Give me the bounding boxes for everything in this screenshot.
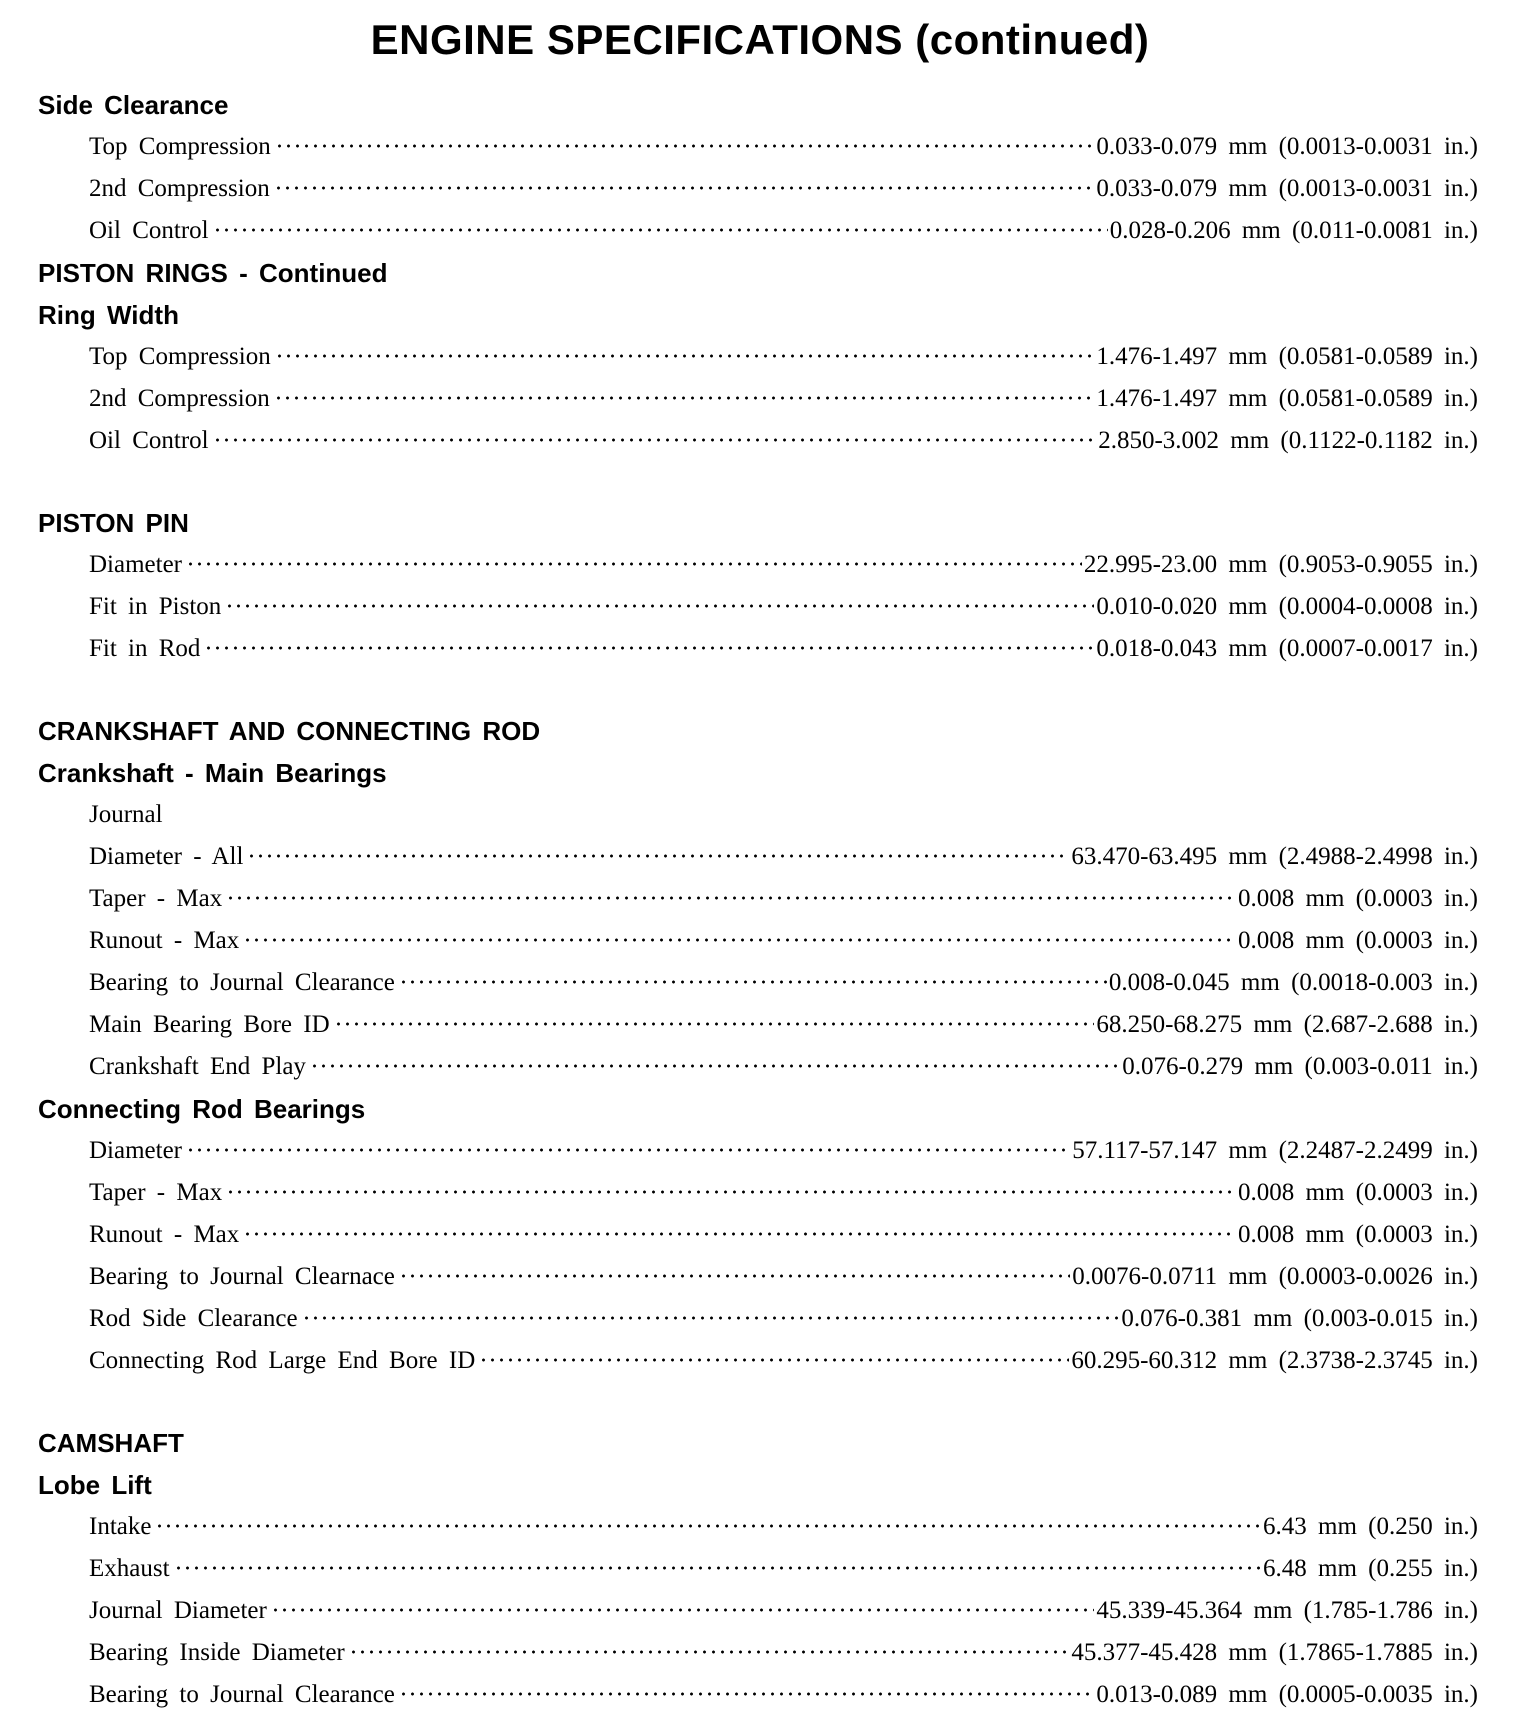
section-heading-side-clearance: Side Clearance — [38, 90, 229, 120]
spec-row — [38, 378, 1478, 420]
spec-row — [38, 1590, 1478, 1632]
spec-label: Main Bearing Bore ID — [89, 1011, 330, 1038]
spec-value: 22.995-23.00 mm (0.9053-0.9055 in.) — [1083, 551, 1478, 578]
section-heading-piston-rings: PISTON RINGS - Continued — [38, 258, 388, 288]
spec-label: Rod Side Clearance — [89, 1305, 298, 1332]
dot-leader — [334, 1022, 1095, 1026]
spec-value: 57.117-57.147 mm (2.2487-2.2499 in.) — [1072, 1137, 1478, 1164]
spec-label: Runout - Max — [89, 927, 240, 954]
spec-row — [38, 336, 1478, 378]
spec-value: 0.076-0.381 mm (0.003-0.015 in.) — [1121, 1305, 1478, 1332]
spec-row — [38, 1548, 1478, 1590]
spec-content — [38, 84, 1478, 1716]
section-heading-crankshaft: CRANKSHAFT AND CONNECTING ROD — [38, 716, 541, 746]
spec-value: 68.250-68.275 mm (2.687-2.688 in.) — [1096, 1011, 1478, 1038]
dot-leader — [186, 562, 1082, 566]
spec-row — [38, 586, 1478, 628]
dot-leader — [174, 1566, 1261, 1570]
dot-leader — [310, 1064, 1120, 1068]
spec-row — [38, 210, 1478, 252]
spec-label: Oil Control — [89, 427, 209, 454]
spec-value: 1.476-1.497 mm (0.0581-0.0589 in.) — [1096, 385, 1478, 412]
dot-leader — [275, 354, 1095, 358]
spec-value: 0.028-0.206 mm (0.011-0.0081 in.) — [1109, 217, 1478, 244]
spec-label: Runout - Max — [89, 1221, 240, 1248]
spec-row — [38, 420, 1478, 462]
spec-row — [38, 1340, 1478, 1382]
dot-leader — [247, 854, 1069, 858]
spec-value: 45.339-45.364 mm (1.785-1.786 in.) — [1096, 1597, 1478, 1624]
subsection-heading-main-bearings: Crankshaft - Main Bearings — [38, 758, 387, 788]
spec-label: Connecting Rod Large End Bore ID — [89, 1347, 476, 1374]
dot-leader — [399, 1274, 1070, 1278]
spec-row — [38, 962, 1478, 1004]
spec-value: 0.008 mm (0.0003 in.) — [1238, 885, 1478, 912]
spec-label: Top Compression — [89, 343, 271, 370]
dot-leader — [243, 1232, 1236, 1236]
spec-value: 0.010-0.020 mm (0.0004-0.0008 in.) — [1096, 593, 1478, 620]
spec-value: 6.43 mm (0.250 in.) — [1263, 1513, 1478, 1540]
spec-label: Fit in Rod — [89, 635, 201, 662]
dot-leader — [243, 938, 1236, 942]
spec-label: Taper - Max — [89, 1179, 223, 1206]
section-heading-connecting-rod-bearings: Connecting Rod Bearings — [38, 1094, 366, 1124]
spec-row — [38, 920, 1478, 962]
spec-label: Diameter — [89, 551, 183, 578]
subsection-heading-lobe-lift: Lobe Lift — [38, 1470, 152, 1500]
spec-value: 63.470-63.495 mm (2.4988-2.4998 in.) — [1071, 843, 1478, 870]
dot-leader — [226, 896, 1236, 900]
spec-label: Bearing to Journal Clearance — [89, 1681, 395, 1708]
dot-leader — [274, 186, 1095, 190]
spec-label: Diameter — [89, 1137, 183, 1164]
spec-value: 0.008 mm (0.0003 in.) — [1238, 927, 1478, 954]
dot-leader — [226, 1190, 1236, 1194]
section-spacer — [38, 1382, 1478, 1422]
spec-row — [38, 1298, 1478, 1340]
spec-value: 0.008 mm (0.0003 in.) — [1238, 1179, 1478, 1206]
spec-row — [38, 126, 1478, 168]
section-heading-piston-pin: PISTON PIN — [38, 508, 189, 538]
dot-leader — [204, 646, 1094, 650]
spec-label: Top Compression — [89, 133, 271, 160]
spec-label: Oil Control — [89, 217, 209, 244]
spec-value: 45.377-45.428 mm (1.7865-1.7885 in.) — [1071, 1639, 1478, 1666]
dot-leader — [225, 604, 1094, 608]
spec-label: 2nd Compression — [89, 385, 270, 412]
spec-value: 2.850-3.002 mm (0.1122-0.1182 in.) — [1098, 427, 1478, 454]
spec-value: 1.476-1.497 mm (0.0581-0.0589 in.) — [1096, 343, 1478, 370]
spec-value: 6.48 mm (0.255 in.) — [1263, 1555, 1478, 1582]
dot-leader — [155, 1524, 1261, 1528]
section-heading-camshaft: CAMSHAFT — [38, 1428, 184, 1458]
spec-row — [38, 1046, 1478, 1088]
spec-value: 0.0076-0.0711 mm (0.0003-0.0026 in.) — [1072, 1263, 1478, 1290]
spec-label: Bearing to Journal Clearnace — [89, 1263, 395, 1290]
spec-row — [38, 1004, 1478, 1046]
dot-leader — [213, 228, 1108, 232]
subsection-heading-ring-width: Ring Width — [38, 300, 179, 330]
dot-leader — [302, 1316, 1120, 1320]
spec-label: 2nd Compression — [89, 175, 270, 202]
section-spacer — [38, 670, 1478, 710]
dot-leader — [271, 1608, 1095, 1612]
spec-row — [38, 1506, 1478, 1548]
spec-row — [38, 168, 1478, 210]
page-title: ENGINE SPECIFICATIONS (continued) — [370, 16, 1150, 63]
spec-note-journal: Journal — [89, 801, 163, 828]
spec-label: Exhaust — [89, 1555, 170, 1582]
spec-value: 60.295-60.312 mm (2.3738-2.3745 in.) — [1071, 1347, 1478, 1374]
dot-leader — [275, 144, 1095, 148]
spec-label: Crankshaft End Play — [89, 1053, 306, 1080]
spec-value: 0.033-0.079 mm (0.0013-0.0031 in.) — [1096, 175, 1478, 202]
dot-leader — [274, 396, 1095, 400]
spec-row — [38, 1130, 1478, 1172]
spec-value: 0.018-0.043 mm (0.0007-0.0017 in.) — [1096, 635, 1478, 662]
spec-label: Journal Diameter — [89, 1597, 267, 1624]
spec-value: 0.008-0.045 mm (0.0018-0.003 in.) — [1108, 969, 1478, 996]
spec-row — [38, 878, 1478, 920]
dot-leader — [186, 1148, 1070, 1152]
spec-label: Fit in Piston — [89, 593, 222, 620]
spec-row — [38, 1214, 1478, 1256]
dot-leader — [213, 438, 1097, 442]
spec-row — [38, 1674, 1478, 1716]
spec-value: 0.033-0.079 mm (0.0013-0.0031 in.) — [1096, 133, 1478, 160]
spec-label: Intake — [89, 1513, 152, 1540]
spec-value: 0.008 mm (0.0003 in.) — [1238, 1221, 1478, 1248]
spec-value: 0.076-0.279 mm (0.003-0.011 in.) — [1122, 1053, 1478, 1080]
spec-label: Bearing to Journal Clearance — [89, 969, 395, 996]
spec-row — [38, 836, 1478, 878]
spec-row — [38, 1256, 1478, 1298]
dot-leader — [399, 980, 1107, 984]
dot-leader — [479, 1358, 1069, 1362]
spec-row — [38, 628, 1478, 670]
spec-label: Diameter - All — [89, 843, 244, 870]
spec-row — [38, 1172, 1478, 1214]
section-spacer — [38, 462, 1478, 502]
spec-row — [38, 544, 1478, 586]
spec-value: 0.013-0.089 mm (0.0005-0.0035 in.) — [1096, 1681, 1478, 1708]
spec-label: Bearing Inside Diameter — [89, 1639, 345, 1666]
dot-leader — [349, 1650, 1070, 1654]
spec-label: Taper - Max — [89, 885, 223, 912]
spec-row — [38, 1632, 1478, 1674]
dot-leader — [399, 1692, 1095, 1696]
